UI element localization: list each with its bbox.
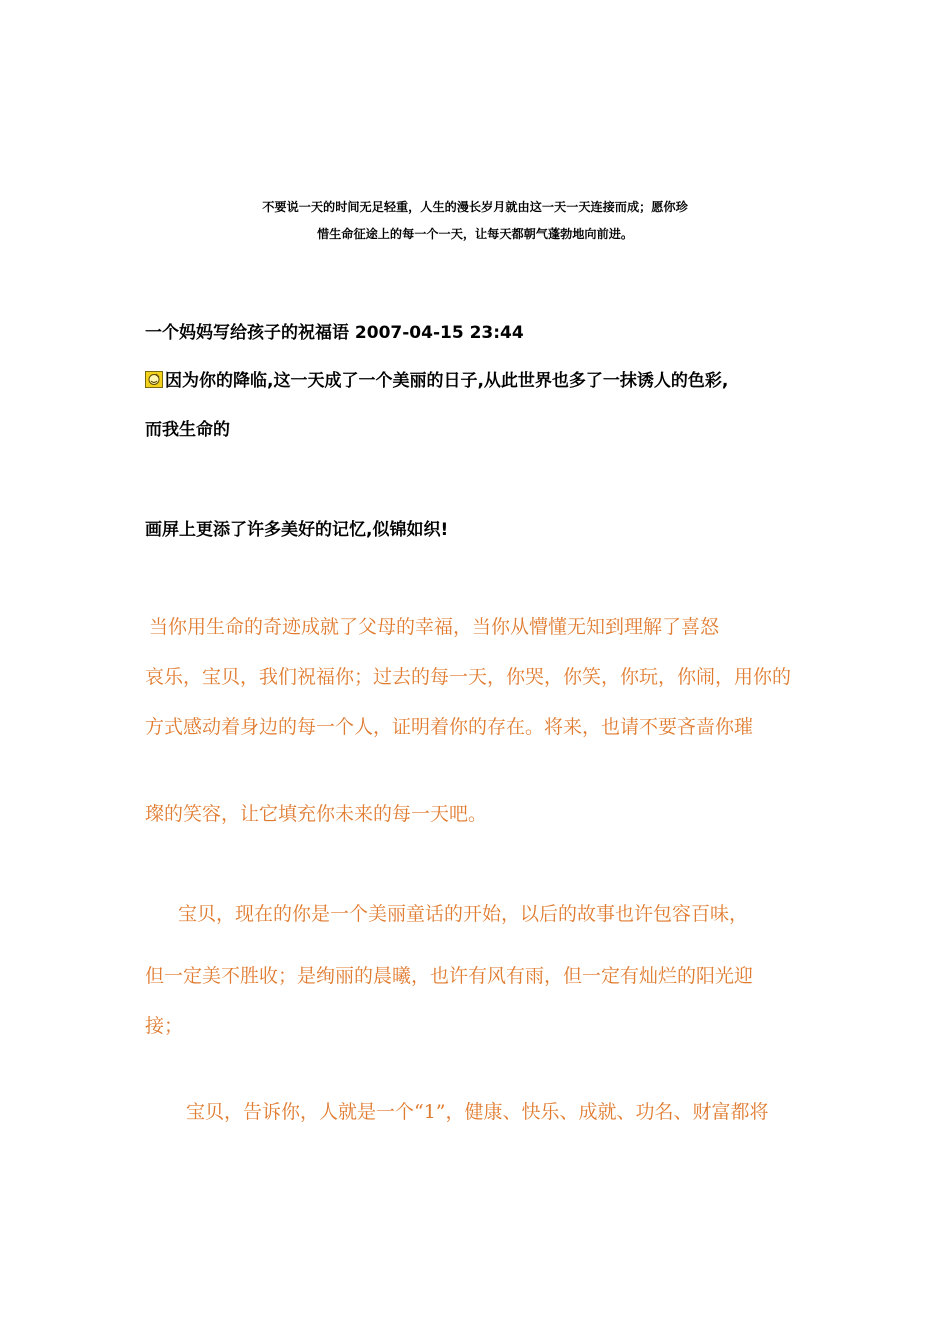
blessing-p1-line-1: 当你用生命的奇迹成就了父母的幸福，当你从懵懂无知到理解了喜怒 [149, 616, 720, 638]
article-line-2: 而我生命的 [145, 420, 230, 440]
blessing-p1-line-2: 哀乐，宝贝，我们祝福你；过去的每一天，你哭，你笑，你玩，你闹，用你的 [145, 666, 792, 688]
blessing-p2-line-2: 但一定美不胜收；是绚丽的晨曦，也许有风有雨，但一定有灿烂的阳光迎 [145, 965, 754, 987]
blessing-p2-line-3: 接； [145, 1015, 184, 1037]
intro-line-2: 惜生命征途上的每一个一天，让每天都朝气蓬勃地向前进。 [316, 227, 634, 241]
article-line-3: 画屏上更添了许多美好的记忆,似锦如织! [145, 520, 449, 540]
blessing-p1-line-4: 璨的笑容，让它填充你未来的每一天吧。 [145, 803, 488, 825]
smiley-emoticon-icon [145, 371, 163, 388]
intro-line-1: 不要说一天的时间无足轻重，人生的漫长岁月就由这一天一天连接而成；愿你珍 [262, 200, 688, 214]
article-line-1-text: 因为你的降临,这一天成了一个美丽的日子,从此世界也多了一抹诱人的色彩, [165, 371, 729, 391]
article-title: 一个妈妈写给孩子的祝福语 2007-04-15 23:44 [145, 323, 524, 343]
article-line-1 [145, 366, 728, 391]
blessing-p2-line-1: 宝贝，现在的你是一个美丽童话的开始，以后的故事也许包容百味， [178, 903, 749, 925]
blessing-p1-line-3: 方式感动着身边的每一个人，证明着你的存在。将来，也请不要吝啬你璀 [145, 716, 754, 738]
blessing-p3-line-1: 宝贝，告诉你，人就是一个“1”，健康、快乐、成就、功名、财富都将 [186, 1101, 769, 1123]
